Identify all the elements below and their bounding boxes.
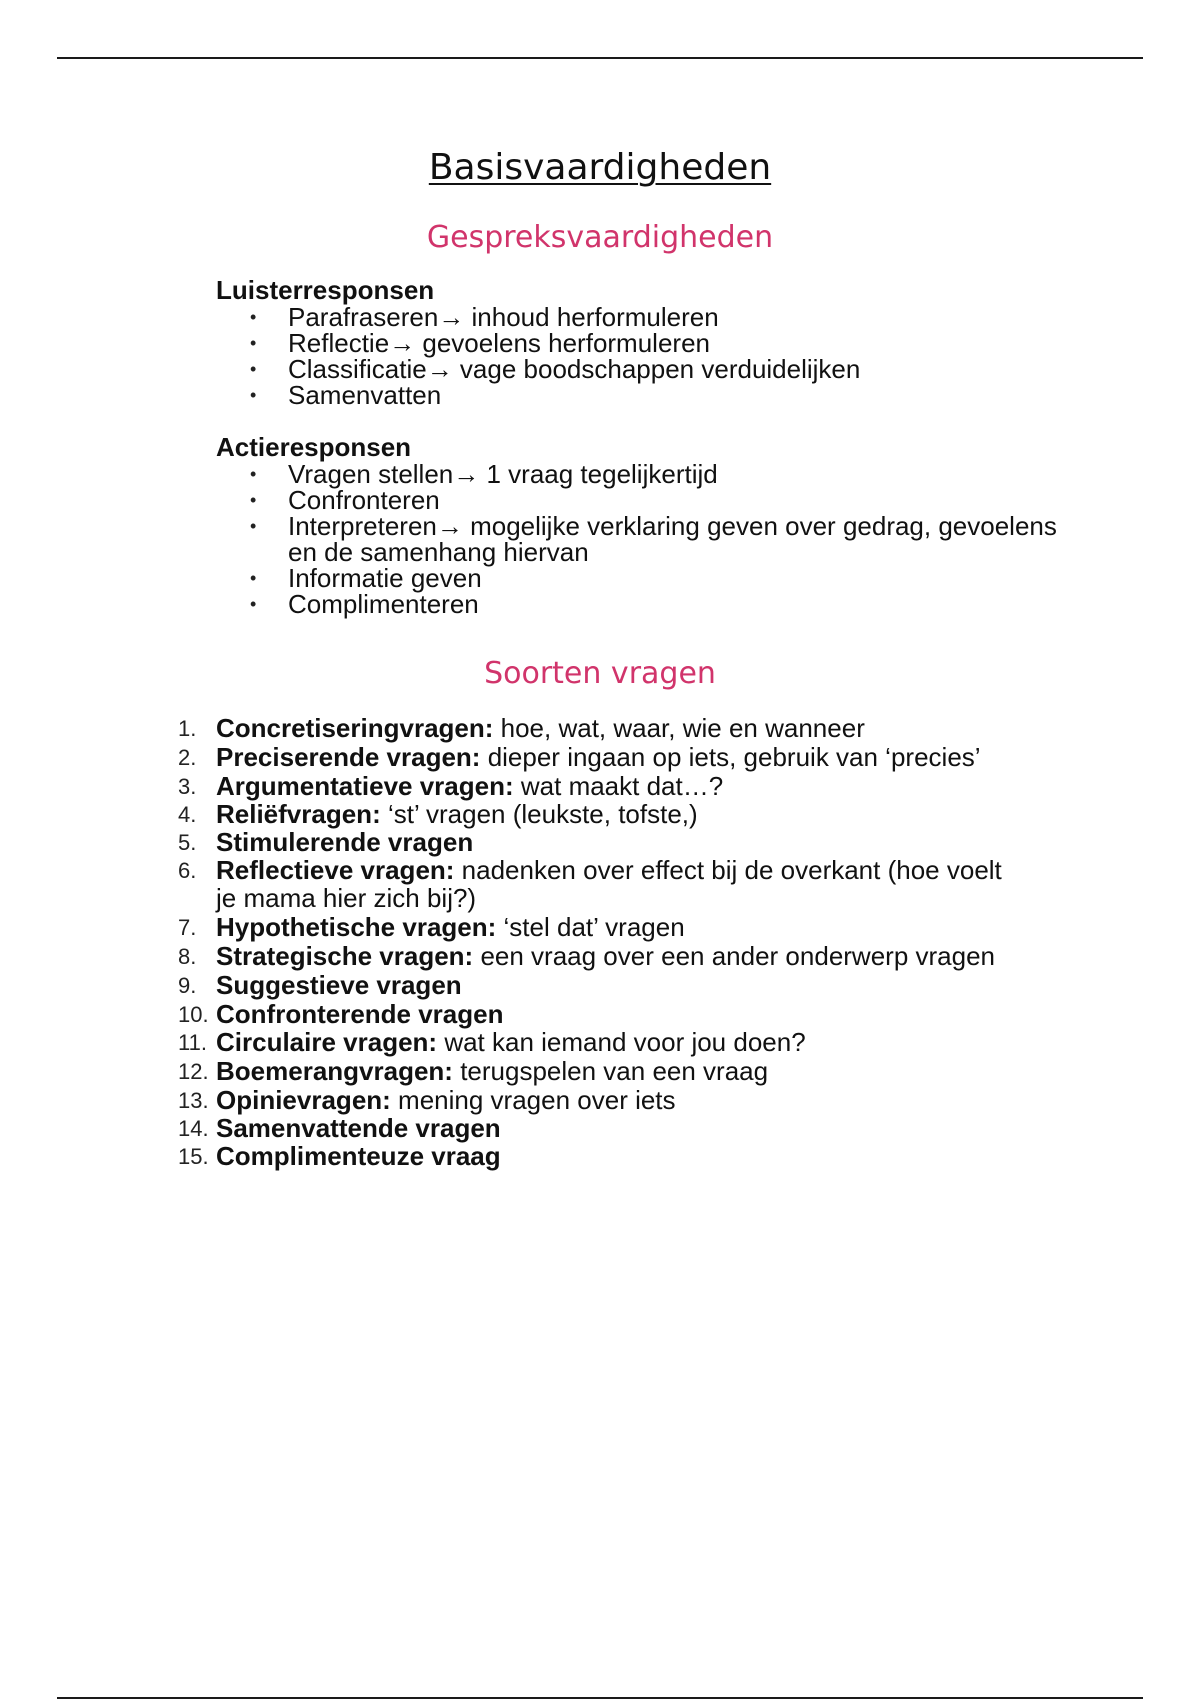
group-title: Actieresponsen: [216, 432, 412, 462]
list-text: wat maakt dat…?: [513, 771, 724, 801]
list-number: 2.: [178, 745, 197, 770]
list-term: Hypothetische vragen:: [216, 912, 497, 942]
list-term: Reflectieve vragen:: [216, 855, 455, 885]
list-term: Boemerangvragen:: [216, 1056, 453, 1086]
list-item: [160, 1142, 1020, 1170]
list-item: [160, 828, 1020, 856]
list-text: een vraag over een ander onderwerp vragen: [473, 941, 996, 971]
list-number: 6.: [178, 858, 197, 883]
list-item: [160, 743, 1020, 771]
list-term: Samenvattende vragen: [216, 1113, 501, 1143]
list-item: [160, 1057, 1020, 1085]
bottom-rule: [57, 1697, 1143, 1699]
question-types-list: [160, 714, 1020, 1171]
list-text: mening vragen over iets: [390, 1085, 676, 1115]
page-title: Basisvaardigheden: [428, 147, 772, 188]
list-item: • Complimenteren: [288, 591, 1058, 617]
list-item: [160, 800, 1020, 828]
list-term: Circulaire vragen:: [216, 1027, 438, 1057]
list-term: Opinievragen:: [216, 1085, 391, 1115]
list-item: [160, 772, 1020, 800]
list-item: [160, 714, 1020, 742]
list-term: Preciserende vragen:: [216, 742, 481, 772]
list-item: [160, 1000, 1020, 1028]
list-text: dieper ingaan op iets, gebruik van ‘precies’: [480, 742, 981, 772]
top-rule: [57, 57, 1143, 59]
list-item: [160, 856, 1020, 912]
list-text: hoe, wat, waar, wie en wanneer: [493, 713, 865, 743]
list-item: [160, 1086, 1020, 1114]
list-number: 8.: [178, 944, 197, 969]
section-heading-gespreksvaardigheden: Gespreksvaardigheden: [426, 220, 774, 255]
group-luisterresponsen: [216, 277, 1116, 408]
list-number: 3.: [178, 774, 197, 799]
list-term: Concretiseringvragen:: [216, 713, 494, 743]
list-item: • Vragen stellen→ 1 vraag tegelijkertijd: [288, 461, 1058, 487]
bullet-list: [216, 461, 1058, 617]
group-actieresponsen: [216, 434, 1116, 617]
list-item: [160, 971, 1020, 999]
list-number: 7.: [178, 915, 197, 940]
list-number: 11.: [178, 1030, 207, 1055]
list-term: Complimenteuze vraag: [216, 1141, 501, 1171]
list-number: 13.: [178, 1088, 209, 1113]
list-term: Confronterende vragen: [216, 999, 504, 1029]
list-number: 1.: [178, 716, 197, 741]
bullet-list: [216, 304, 1116, 408]
list-item: [160, 1114, 1020, 1142]
group-title: Luisterresponsen: [216, 275, 435, 305]
list-number: 5.: [178, 830, 197, 855]
list-item: • Parafraseren→ inhoud herformuleren: [288, 304, 1116, 330]
list-number: 12.: [178, 1059, 209, 1084]
list-text: ‘st’ vragen (leukste, tofste,): [380, 799, 698, 829]
list-term: Strategische vragen:: [216, 941, 474, 971]
list-item: • Interpreteren→ mogelijke verklaring geven over gedrag, gevoelens en de samenhang hiervan: [288, 513, 1058, 565]
list-term: Stimulerende vragen: [216, 827, 474, 857]
list-text: ‘stel dat’ vragen: [496, 912, 685, 942]
list-item: • Reflectie→ gevoelens herformuleren: [288, 330, 1116, 356]
list-item: [160, 913, 1020, 941]
list-item: [160, 942, 1020, 970]
list-text: wat kan iemand voor jou doen?: [437, 1027, 806, 1057]
list-number: 15.: [178, 1144, 209, 1169]
list-item: • Informatie geven: [288, 565, 1058, 591]
list-item: • Classificatie→ vage boodschappen verduidelijken: [288, 356, 1116, 382]
list-term: Reliëfvragen:: [216, 799, 381, 829]
list-number: 9.: [178, 973, 197, 998]
list-number: 10.: [178, 1002, 209, 1027]
list-number: 14.: [178, 1116, 209, 1141]
list-number: 4.: [178, 802, 197, 827]
list-term: Suggestieve vragen: [216, 970, 462, 1000]
list-item: • Confronteren: [288, 487, 1058, 513]
list-text: nadenken over effect bij de overkant (hoe voelt je mama hier zich bij?): [216, 855, 1002, 913]
list-text: terugspelen van een vraag: [452, 1056, 769, 1086]
list-item: [160, 1028, 1020, 1056]
list-term: Argumentatieve vragen:: [216, 771, 514, 801]
section-heading-soorten-vragen: Soorten vragen: [484, 656, 716, 691]
list-item: • Samenvatten: [288, 382, 1116, 408]
